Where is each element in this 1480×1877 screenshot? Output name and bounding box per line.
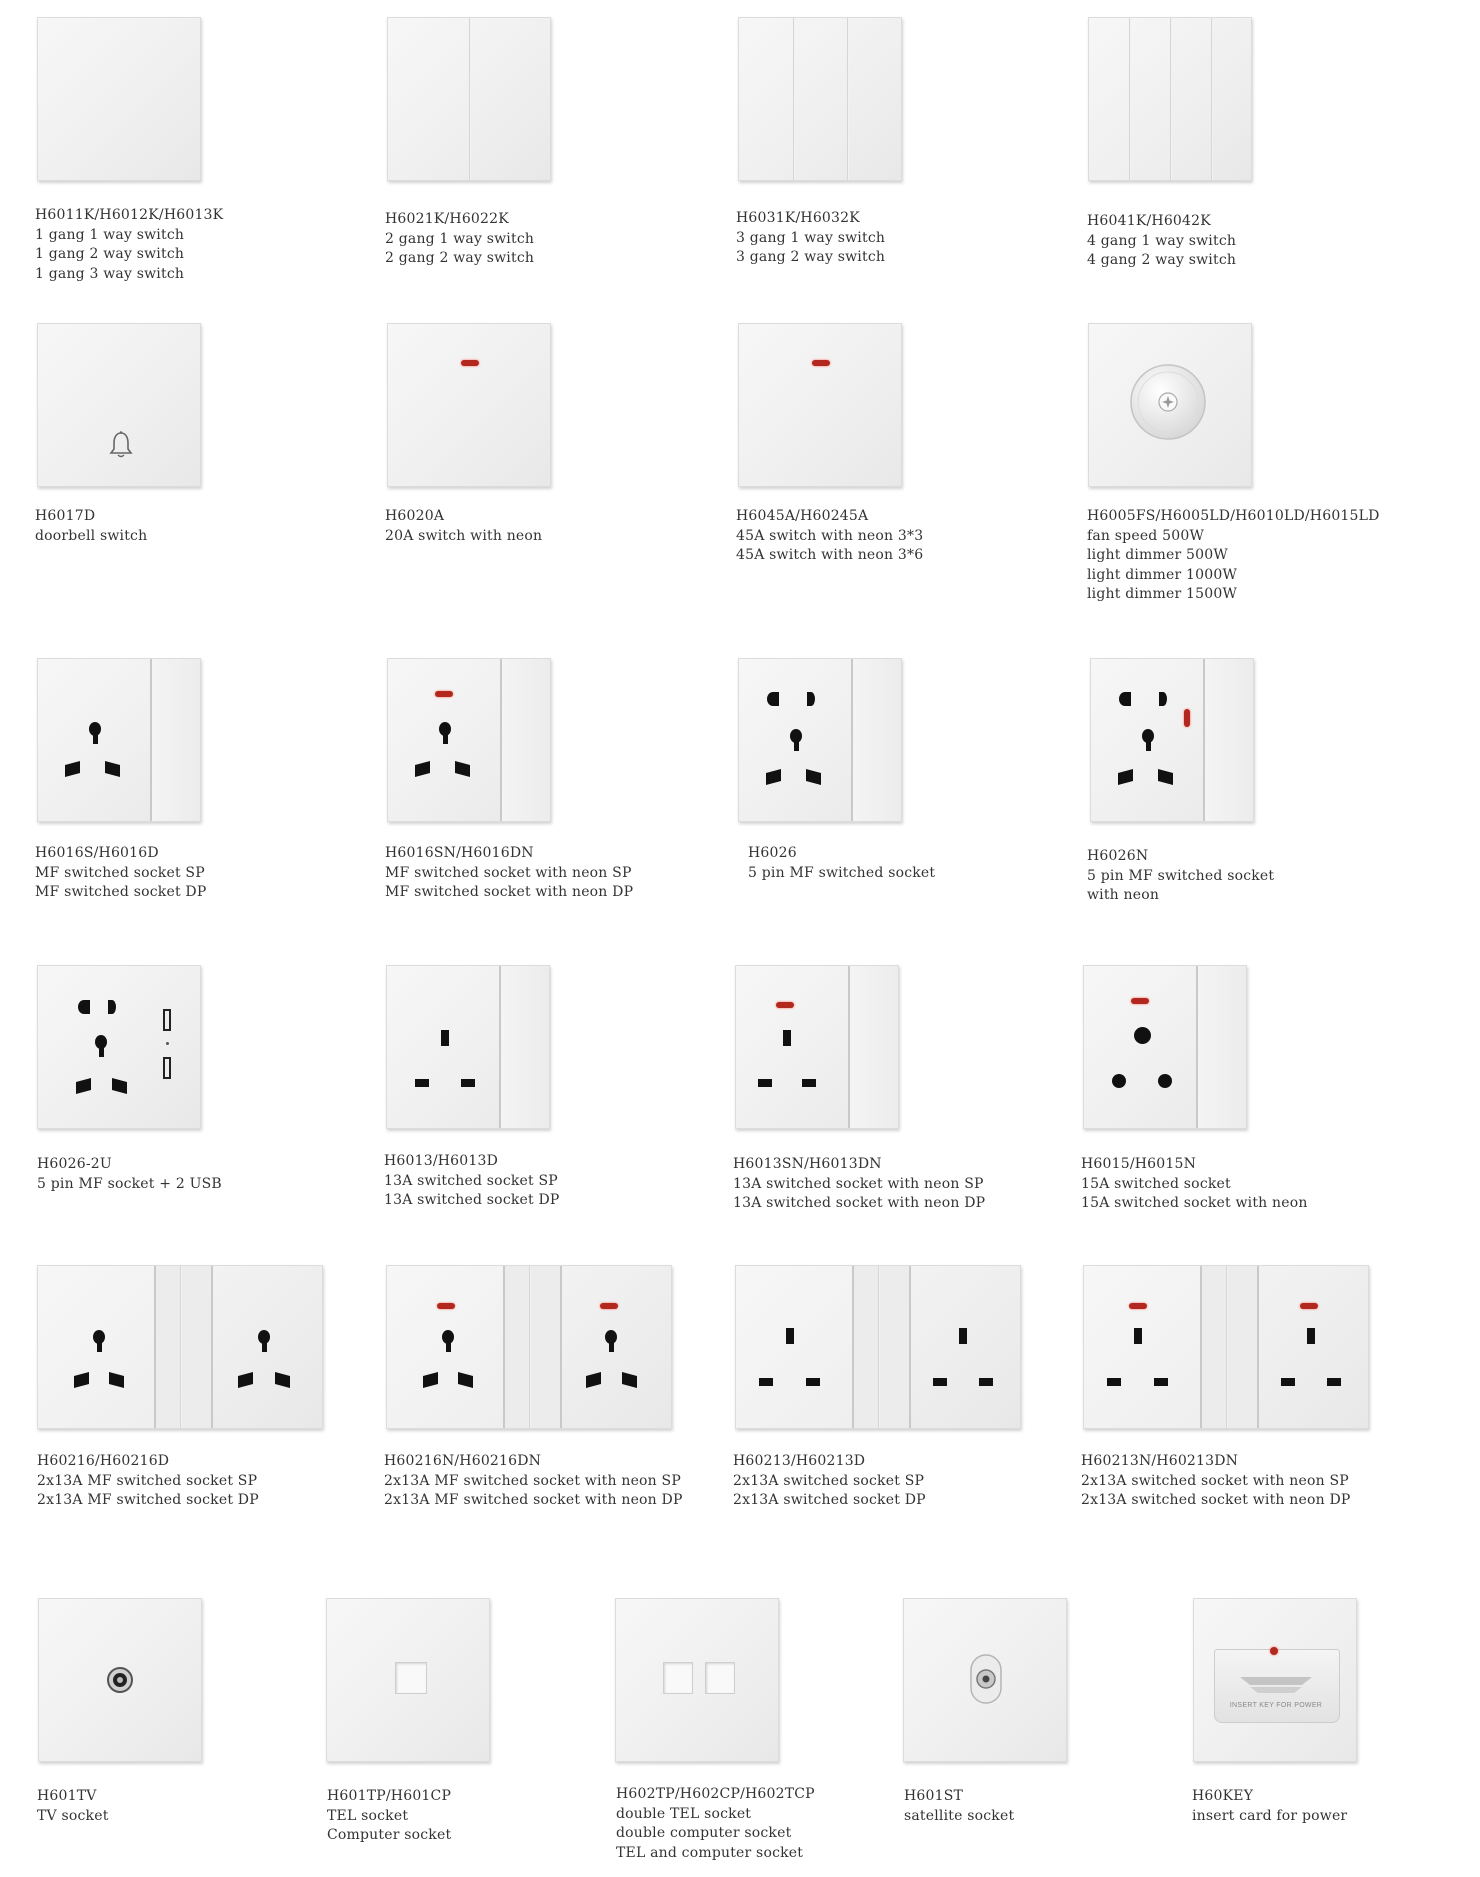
product-desc: 15A switched socket (1081, 1175, 1231, 1192)
mf-socket-usb-plate (37, 965, 201, 1129)
product-desc: 2x13A switched socket with neon SP (1081, 1472, 1349, 1489)
rocker-switch (500, 659, 550, 821)
product-desc: double computer socket (616, 1825, 792, 1841)
product-desc: TEL socket (327, 1807, 409, 1824)
product-desc: 13A switched socket with neon SP (733, 1175, 984, 1192)
keycard-label: INSERT KEY FOR POWER (1229, 1702, 1323, 1709)
product-code: H6021K/H6022K (385, 211, 509, 227)
product-code: H6017D (35, 508, 96, 524)
product-desc: 4 gang 2 way switch (1087, 252, 1237, 268)
caption-h6026 (748, 844, 935, 883)
caption-h6026-2u (37, 1155, 222, 1194)
product-desc: insert card for power (1192, 1807, 1348, 1824)
product-code: H60216N/H60216DN (384, 1453, 542, 1469)
neon-indicator (1184, 709, 1190, 727)
caption-h60216 (37, 1452, 259, 1511)
neon-indicator (1270, 1647, 1278, 1655)
caption-h6005fs (1087, 507, 1380, 605)
keycard-switch-plate (1193, 1598, 1357, 1762)
double-data-socket-plate (615, 1598, 779, 1762)
5pin-mf-socket-plate (738, 658, 902, 822)
product-code: H6045A/H60245A (736, 508, 869, 524)
f-connector-icon (969, 1653, 1003, 1705)
double-mf-socket-neon-plate (386, 1265, 672, 1429)
caption-h601tp (327, 1787, 451, 1846)
tv-socket-plate (38, 1598, 202, 1762)
rj-port-icon (395, 1662, 427, 1694)
product-code: H601TP/H601CP (327, 1788, 452, 1804)
product-code: H6016SN/H6016DN (385, 845, 534, 861)
product-desc: 2x13A MF switched socket SP (37, 1472, 258, 1489)
mf-socket-neon-plate (387, 658, 551, 822)
switch-with-neon-plate (387, 323, 551, 487)
product-desc: MF switched socket DP (35, 884, 207, 900)
product-code: H6016S/H6016D (35, 845, 159, 861)
product-desc: 45A switch with neon 3*3 (736, 527, 924, 544)
product-desc: double TEL socket (616, 1805, 752, 1822)
product-code: H6013SN/H6013DN (733, 1156, 882, 1172)
product-desc: 2x13A MF switched socket DP (37, 1492, 259, 1508)
product-code: H6026 (748, 845, 797, 861)
rocker-switch (150, 659, 200, 821)
product-code: H6041K/H6042K (1087, 213, 1211, 229)
product-code: H60216/H60216D (37, 1453, 170, 1469)
product-desc: 2 gang 1 way switch (385, 230, 535, 247)
caption-h60216n (384, 1452, 683, 1511)
product-desc: 3 gang 1 way switch (736, 229, 886, 246)
caption-h6013sn (733, 1155, 985, 1214)
switch-plate-1-gang (37, 17, 201, 181)
product-desc: doorbell switch (35, 527, 148, 544)
product-desc: 1 gang 2 way switch (35, 246, 185, 262)
product-code: H6026-2U (37, 1156, 112, 1172)
product-desc: 2 gang 2 way switch (385, 250, 535, 266)
product-desc: 3 gang 2 way switch (736, 249, 886, 265)
caption-h6017d (35, 507, 147, 546)
caption-h601tv (37, 1787, 109, 1826)
neon-indicator (1300, 1303, 1318, 1309)
product-desc: 13A switched socket DP (384, 1192, 560, 1208)
product-code: H6026N (1087, 848, 1149, 864)
product-desc: 2x13A switched socket with neon DP (1081, 1492, 1351, 1508)
caption-h60key (1192, 1787, 1347, 1826)
dimmer-plate (1088, 323, 1252, 487)
rocker-switch (851, 659, 901, 821)
satellite-socket-plate (903, 1598, 1067, 1762)
product-code: H6020A (385, 508, 445, 524)
product-desc: light dimmer 1000W (1087, 566, 1238, 583)
caption-h6016s (35, 844, 206, 903)
switch-45a-plate (738, 323, 902, 487)
caption-h6021k (385, 210, 534, 269)
neon-indicator (437, 1303, 455, 1309)
switch-plate-2-gang (387, 17, 551, 181)
rocker-switch (499, 966, 549, 1128)
neon-indicator (600, 1303, 618, 1309)
switch-plate-4-gang (1088, 17, 1252, 181)
product-desc: 2x13A MF switched socket with neon DP (384, 1492, 683, 1508)
neon-indicator (812, 360, 830, 366)
5pin-mf-socket-neon-plate (1090, 658, 1254, 822)
product-code: H6005FS/H6005LD/H6010LD/H6015LD (1087, 508, 1380, 524)
product-code: H60213/H60213D (733, 1453, 866, 1469)
rocker-switch (1196, 966, 1246, 1128)
neon-indicator (776, 1002, 794, 1008)
product-desc: TEL and computer socket (616, 1844, 804, 1861)
caption-h6020a (385, 507, 542, 546)
product-code: H6011K/H6012K/H6013K (35, 207, 224, 223)
dimmer-knob-icon (1129, 363, 1207, 441)
rocker-switch (848, 966, 898, 1128)
tel-socket-plate (326, 1598, 490, 1762)
caption-h6016sn (385, 844, 633, 903)
product-desc: 13A switched socket with neon DP (733, 1195, 986, 1211)
product-desc: 4 gang 1 way switch (1087, 232, 1237, 249)
product-code: H60KEY (1192, 1788, 1254, 1804)
product-code: H6031K/H6032K (736, 210, 860, 226)
caption-h6045a (736, 507, 923, 566)
product-desc: 45A switch with neon 3*6 (736, 547, 924, 563)
product-desc: with neon (1087, 887, 1160, 903)
product-code: H6013/H6013D (384, 1153, 499, 1169)
usb-port-icon (163, 1057, 171, 1079)
13a-socket-neon-plate (735, 965, 899, 1129)
double-mf-socket-plate (37, 1265, 323, 1429)
usb-port-icon (163, 1009, 171, 1031)
double-13a-socket-plate (735, 1265, 1021, 1429)
caption-h6011k (35, 206, 223, 284)
product-desc: light dimmer 1500W (1087, 586, 1238, 602)
13a-socket-plate (386, 965, 550, 1129)
double-13a-socket-neon-plate (1083, 1265, 1369, 1429)
product-code: H601TV (37, 1788, 97, 1804)
switch-plate-3-gang (738, 17, 902, 181)
neon-indicator (435, 691, 453, 697)
neon-indicator (1131, 998, 1149, 1004)
product-desc: 5 pin MF socket + 2 USB (37, 1175, 222, 1192)
product-desc: 2x13A MF switched socket with neon SP (384, 1472, 681, 1489)
caption-h6015 (1081, 1155, 1308, 1214)
card-arrow-icon (1236, 1673, 1316, 1697)
caption-h601st (904, 1787, 1014, 1826)
product-desc: 1 gang 1 way switch (35, 226, 185, 243)
15a-socket-plate (1083, 965, 1247, 1129)
product-desc: Computer socket (327, 1827, 452, 1843)
product-desc: 13A switched socket SP (384, 1172, 558, 1189)
product-desc: 5 pin MF switched socket (1087, 867, 1275, 884)
mf-socket-plate (37, 658, 201, 822)
product-desc: TV socket (37, 1807, 109, 1824)
product-desc: satellite socket (904, 1807, 1015, 1824)
product-desc: MF switched socket with neon SP (385, 864, 632, 881)
product-code: H602TP/H602CP/H602TCP (616, 1786, 815, 1802)
rj-port-icon (705, 1662, 735, 1694)
product-desc: 1 gang 3 way switch (35, 265, 185, 282)
product-desc: MF switched socket SP (35, 864, 205, 881)
rocker-switch (1203, 659, 1253, 821)
caption-h6031k (736, 209, 885, 268)
caption-h6026n (1087, 847, 1274, 906)
caption-h6013 (384, 1152, 560, 1211)
caption-h602tp (616, 1785, 815, 1863)
caption-h60213n (1081, 1452, 1351, 1511)
product-desc: 2x13A switched socket SP (733, 1472, 925, 1489)
product-desc: 20A switch with neon (385, 527, 543, 544)
product-desc: light dimmer 500W (1087, 547, 1228, 563)
product-desc: fan speed 500W (1087, 527, 1205, 544)
rj-port-icon (663, 1662, 693, 1694)
product-code: H601ST (904, 1788, 964, 1804)
neon-indicator (1129, 1303, 1147, 1309)
product-desc: 5 pin MF switched socket (748, 864, 936, 881)
bell-icon (108, 430, 134, 460)
coax-port-icon (107, 1667, 133, 1693)
neon-indicator (461, 360, 479, 366)
product-code: H6015/H6015N (1081, 1156, 1197, 1172)
product-desc: MF switched socket with neon DP (385, 884, 634, 900)
product-desc: 2x13A switched socket DP (733, 1492, 926, 1508)
doorbell-switch-plate (37, 323, 201, 487)
product-code: H60213N/H60213DN (1081, 1453, 1239, 1469)
caption-h6041k (1087, 212, 1236, 271)
product-desc: 15A switched socket with neon (1081, 1195, 1308, 1211)
caption-h60213 (733, 1452, 926, 1511)
